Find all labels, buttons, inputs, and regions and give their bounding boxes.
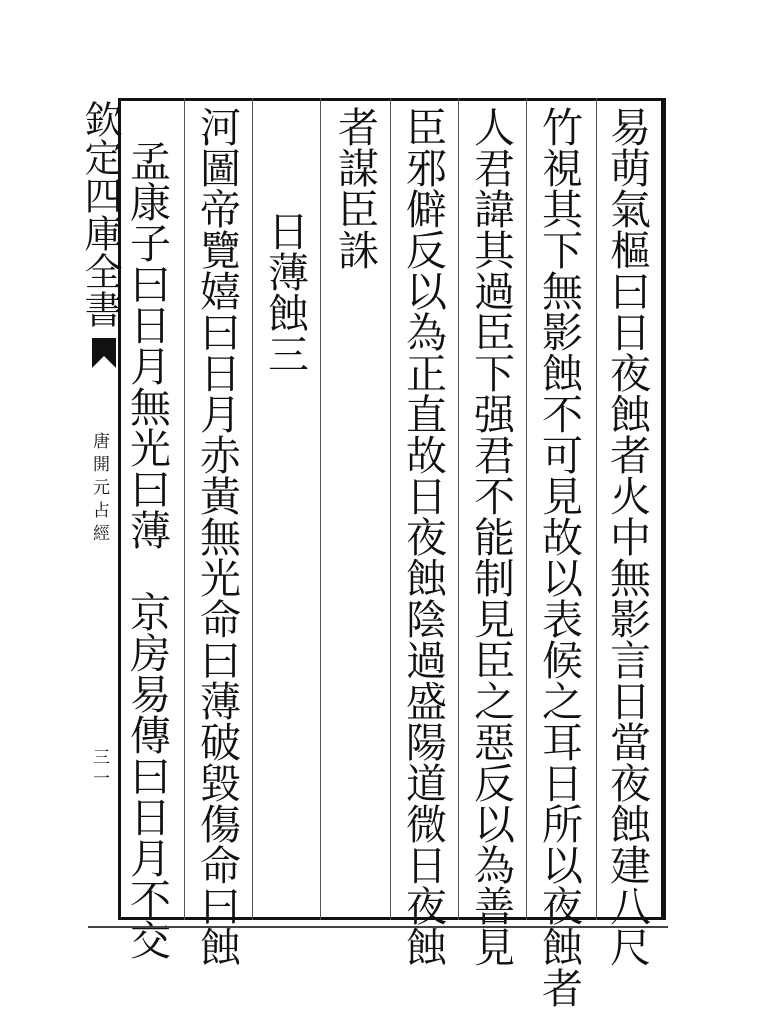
book-side-note: 唐開元占經 xyxy=(89,432,109,547)
section-heading: 日薄蝕三 xyxy=(261,210,309,374)
text-column-5: 者謀臣誅 xyxy=(331,106,379,270)
column-rule xyxy=(184,98,185,920)
column-rule xyxy=(252,98,253,920)
text-column-8: 孟康子曰日月無光曰薄 京房易傳曰日月不交 xyxy=(123,140,171,960)
text-column-1: 易萌氣樞曰日夜蝕者火中無影言日當夜蝕建八尺 xyxy=(603,106,651,967)
column-rule xyxy=(596,98,597,920)
text-column-2: 竹視其下無影蝕不可見故以表候之耳日所以夜蝕者 xyxy=(535,106,583,1008)
column-rule xyxy=(390,98,391,920)
column-rule xyxy=(458,98,459,920)
bottom-edge xyxy=(88,920,668,928)
column-rule xyxy=(526,98,527,920)
text-column-3: 人君諱其過臣下强君不能制見臣之惡反以為善見 xyxy=(467,106,515,967)
fish-tail-mark-icon xyxy=(92,338,116,368)
folio-number: 三一 xyxy=(89,748,109,790)
book-title: 欽定四庫全書 xyxy=(78,100,122,328)
column-rule xyxy=(320,98,321,920)
text-column-7: 河圖帝覽嬉曰日月赤黃無光命曰薄破毀傷命曰蝕 xyxy=(193,106,241,967)
text-column-4: 臣邪僻反以為正直故日夜蝕陰過盛陽道微日夜蝕 xyxy=(399,106,447,967)
